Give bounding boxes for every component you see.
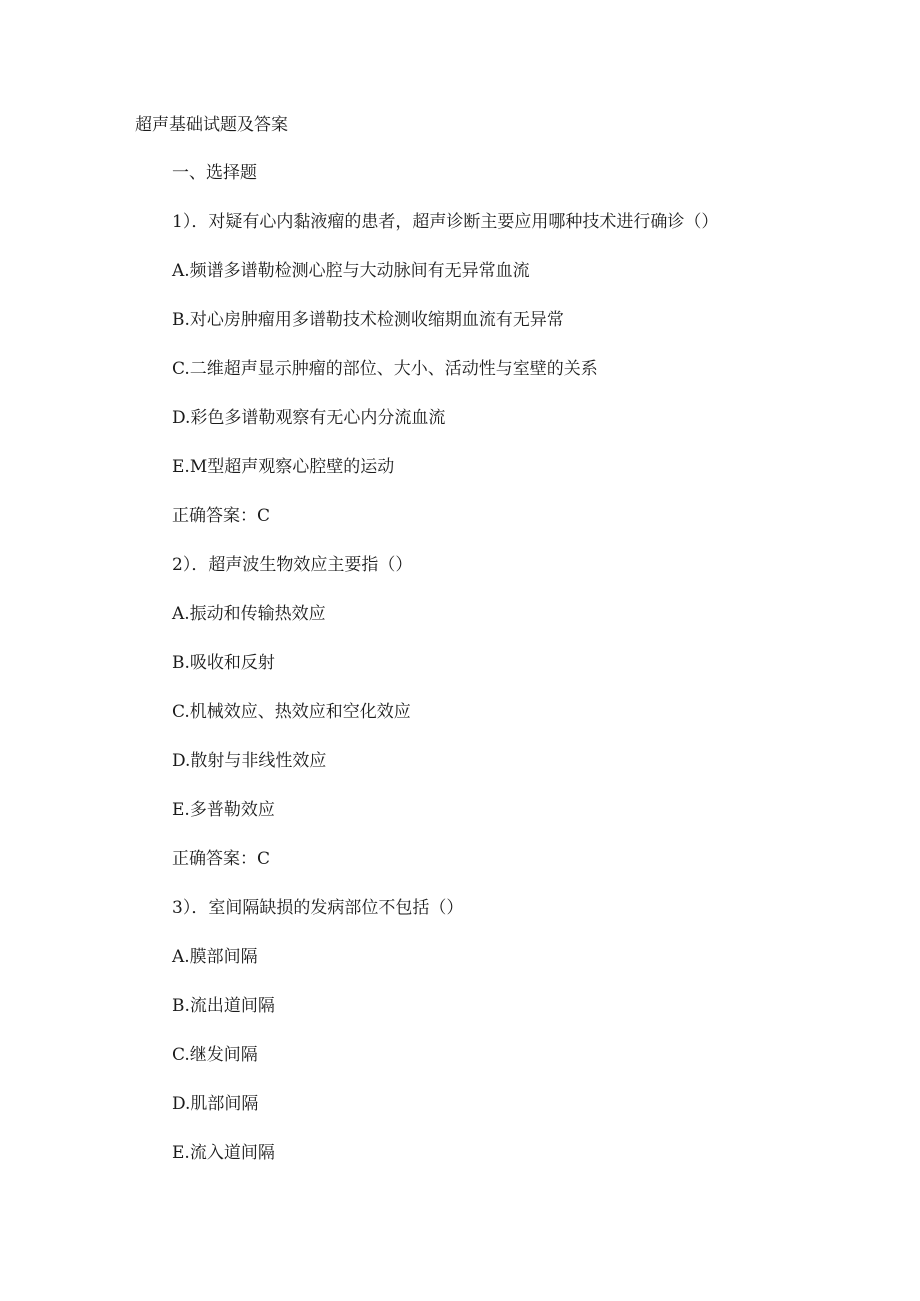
question-1-option-c: C.二维超声显示肿瘤的部位、大小、活动性与室壁的关系 [172, 359, 598, 379]
question-3-option-c: C.继发间隔 [172, 1045, 258, 1065]
question-3-option-e: E.流入道间隔 [172, 1143, 275, 1163]
question-2-option-e: E.多普勒效应 [172, 800, 275, 820]
question-1-option-e: E.M型超声观察心腔壁的运动 [172, 457, 395, 477]
question-1-option-d: D.彩色多谱勒观察有无心内分流血流 [172, 408, 446, 428]
question-3-option-d: D.肌部间隔 [172, 1094, 259, 1114]
question-1-answer: 正确答案：C [172, 506, 271, 526]
question-list [172, 210, 892, 1190]
section-heading: 一、选择题 [172, 163, 257, 183]
question-2-stem: 2）．超声波生物效应主要指（） [172, 555, 413, 575]
question-3-stem: 3）．室间隔缺损的发病部位不包括（） [172, 898, 464, 918]
question-2-option-c: C.机械效应、热效应和空化效应 [172, 702, 411, 722]
question-2-option-d: D.散射与非线性效应 [172, 751, 327, 771]
question-1-option-a: A.频谱多谱勒检测心腔与大动脉间有无异常血流 [172, 261, 530, 281]
question-2-option-a: A.振动和传输热效应 [172, 604, 326, 624]
question-3-option-a: A.膜部间隔 [172, 947, 258, 967]
document-title: 超声基础试题及答案 [135, 115, 288, 135]
question-1-stem: 1）．对疑有心内黏液瘤的患者，超声诊断主要应用哪种技术进行确诊（） [172, 212, 719, 232]
question-2-answer: 正确答案：C [172, 849, 271, 869]
question-3-option-b: B.流出道间隔 [172, 996, 275, 1016]
question-1-option-b: B.对心房肿瘤用多谱勒技术检测收缩期血流有无异常 [172, 310, 564, 330]
question-2-option-b: B.吸收和反射 [172, 653, 275, 673]
